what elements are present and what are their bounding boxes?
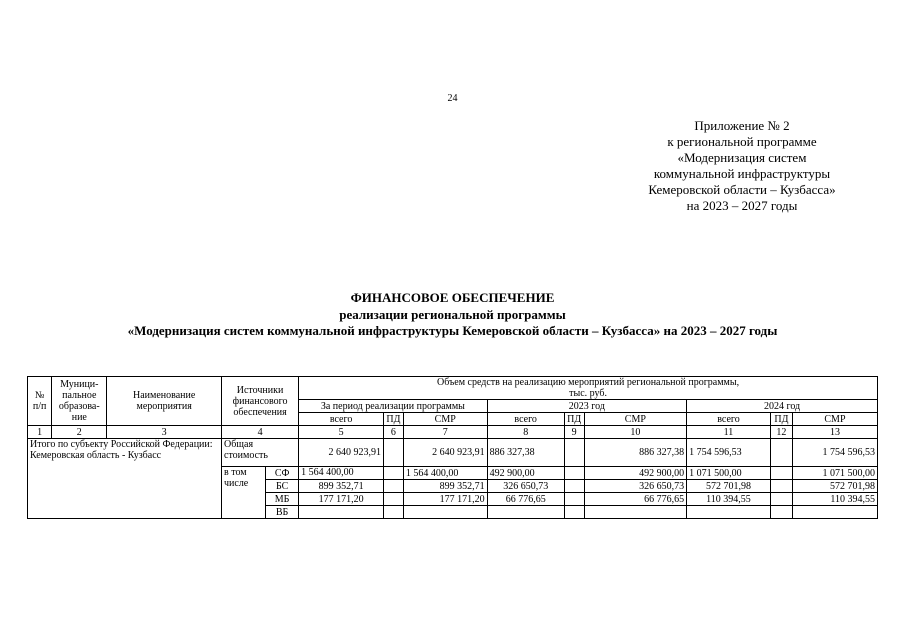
header-sub: всего xyxy=(487,413,564,426)
header-event-name: Наименование мероприятия xyxy=(107,377,222,426)
value-cell xyxy=(299,506,384,519)
header-sub: всего xyxy=(299,413,384,426)
source-cell: СФ xyxy=(266,467,299,480)
column-number: 9 xyxy=(564,426,584,439)
value-cell xyxy=(384,467,404,480)
value-cell xyxy=(584,506,687,519)
header-period-total: За период реализации программы xyxy=(299,400,487,413)
value-cell: 2 640 923,91 xyxy=(403,439,487,467)
appendix-note xyxy=(617,118,867,214)
table-row xyxy=(28,439,878,467)
header-volume xyxy=(299,377,878,400)
value-cell xyxy=(384,480,404,493)
financing-table xyxy=(27,376,878,519)
value-cell: 177 171,20 xyxy=(299,493,384,506)
header-sub: ПД xyxy=(564,413,584,426)
appendix-line: коммунальной инфраструктуры xyxy=(653,166,831,181)
value-cell: 1 754 596,53 xyxy=(687,439,771,467)
value-cell xyxy=(564,439,584,467)
column-number: 7 xyxy=(403,426,487,439)
header-volume-title: Объем средств на реализацию мероприятий региональной программы, xyxy=(437,377,740,388)
value-cell: 886 327,38 xyxy=(584,439,687,467)
header-year-2023: 2023 год xyxy=(487,400,687,413)
value-cell xyxy=(770,480,792,493)
column-number: 8 xyxy=(487,426,564,439)
value-cell: 492 900,00 xyxy=(584,467,687,480)
column-number: 12 xyxy=(770,426,792,439)
value-cell xyxy=(564,480,584,493)
value-cell xyxy=(384,493,404,506)
value-cell xyxy=(792,506,877,519)
column-number: 13 xyxy=(792,426,877,439)
value-cell: 66 776,65 xyxy=(584,493,687,506)
value-cell: 326 650,73 xyxy=(584,480,687,493)
source-cell: ВБ xyxy=(266,506,299,519)
header-sub: СМР xyxy=(584,413,687,426)
column-number-row xyxy=(28,426,878,439)
header-municipality: Муници-пальное образова-ние xyxy=(52,377,107,426)
appendix-line: Кемеровской области – Кузбасса» xyxy=(648,182,836,197)
value-cell: 899 352,71 xyxy=(403,480,487,493)
value-cell xyxy=(770,506,792,519)
value-cell: 899 352,71 xyxy=(299,480,384,493)
value-cell: 110 394,55 xyxy=(792,493,877,506)
column-number: 6 xyxy=(384,426,404,439)
title-line-3: «Модернизация систем коммунальной инфраструктуры Кемеровской области – Кузбасса» на 2023 – 2027 годы xyxy=(127,323,778,338)
header-sub: СМР xyxy=(792,413,877,426)
value-cell: 1 071 500,00 xyxy=(792,467,877,480)
column-number: 5 xyxy=(299,426,384,439)
title-line-2: реализации региональной программы xyxy=(339,306,566,322)
value-cell: 1 564 400,00 xyxy=(403,467,487,480)
value-cell: 177 171,20 xyxy=(403,493,487,506)
value-cell xyxy=(403,506,487,519)
column-number: 11 xyxy=(687,426,771,439)
value-cell xyxy=(384,439,404,467)
including-label: в том числе xyxy=(222,467,266,519)
column-number: 4 xyxy=(222,426,299,439)
value-cell xyxy=(770,493,792,506)
source-cell: БС xyxy=(266,480,299,493)
source-cell: МБ xyxy=(266,493,299,506)
value-cell: 572 701,98 xyxy=(687,480,771,493)
column-number: 1 xyxy=(28,426,52,439)
header-sub: ПД xyxy=(384,413,404,426)
header-year-2024: 2024 год xyxy=(687,400,878,413)
header-sub: всего xyxy=(687,413,771,426)
header-row xyxy=(28,377,878,400)
value-cell: 66 776,65 xyxy=(487,493,564,506)
document-title xyxy=(0,290,905,340)
header-num: № п/п xyxy=(28,377,52,426)
value-cell xyxy=(770,439,792,467)
value-cell: 110 394,55 xyxy=(687,493,771,506)
value-cell xyxy=(384,506,404,519)
value-cell: 1 071 500,00 xyxy=(687,467,771,480)
header-volume-unit: тыс. руб. xyxy=(569,388,607,399)
appendix-line: Приложение № 2 xyxy=(694,118,790,133)
appendix-line: на 2023 – 2027 годы xyxy=(686,198,798,213)
header-sub: ПД xyxy=(770,413,792,426)
value-cell xyxy=(487,506,564,519)
value-cell: 492 900,00 xyxy=(487,467,564,480)
appendix-line: «Модернизация систем xyxy=(677,150,807,165)
value-cell: 1 564 400,00 xyxy=(299,467,384,480)
value-cell xyxy=(770,467,792,480)
value-cell xyxy=(687,506,771,519)
column-number: 2 xyxy=(52,426,107,439)
value-cell xyxy=(564,493,584,506)
value-cell xyxy=(564,506,584,519)
value-cell: 2 640 923,91 xyxy=(299,439,384,467)
value-cell: 326 650,73 xyxy=(487,480,564,493)
value-cell: 886 327,38 xyxy=(487,439,564,467)
total-cost-label: Общая стоимость xyxy=(222,439,299,467)
value-cell: 1 754 596,53 xyxy=(792,439,877,467)
column-number: 3 xyxy=(107,426,222,439)
page-number: 24 xyxy=(447,93,458,104)
appendix-line: к региональной программе xyxy=(667,134,817,149)
column-number: 10 xyxy=(584,426,687,439)
title-line-1: ФИНАНСОВОЕ ОБЕСПЕЧЕНИЕ xyxy=(350,290,555,305)
header-sub: СМР xyxy=(403,413,487,426)
header-sources: Источники финансового обеспечения xyxy=(222,377,299,426)
value-cell: 572 701,98 xyxy=(792,480,877,493)
value-cell xyxy=(564,467,584,480)
total-label: Итого по субъекту Российской Федерации: Кемеровская область - Кузбасс xyxy=(28,439,222,519)
